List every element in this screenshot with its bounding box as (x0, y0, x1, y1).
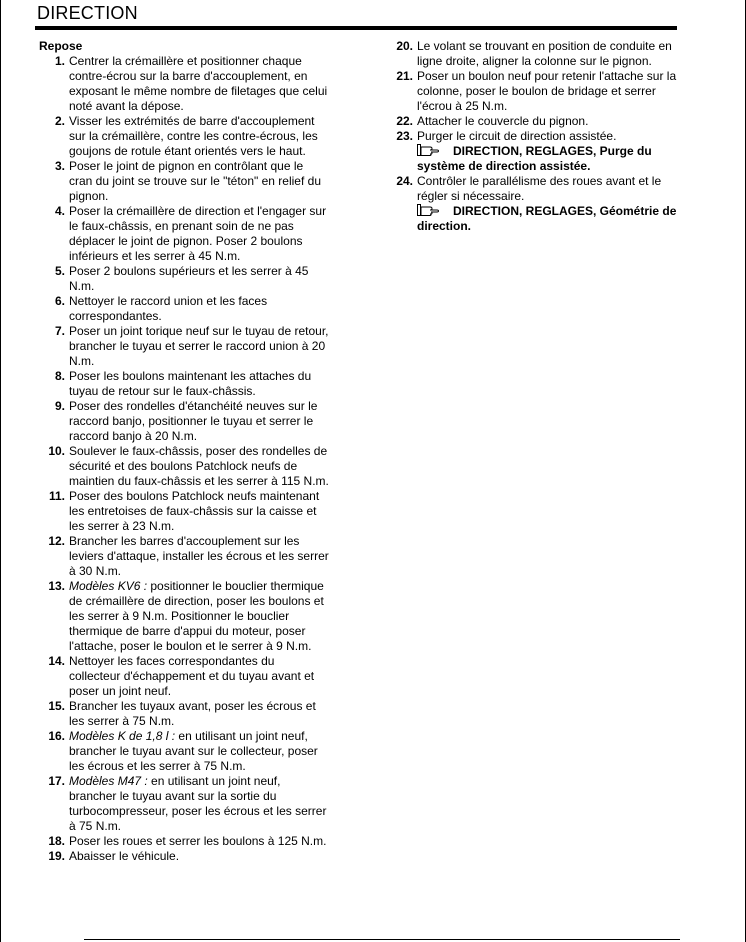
step-body: en utilisant un joint neuf, brancher le tuyau avant sur la sortie du turbocompresseur, poser les écrous et les serrer à 75 N.m. (69, 774, 327, 833)
step-text: Abaisser le véhicule. (69, 849, 180, 863)
section-title: Repose (39, 39, 83, 53)
step-text: Nettoyer le raccord union et les faces correspondantes. (69, 294, 268, 323)
step-number: 19. (48, 849, 65, 863)
step-number: 14. (48, 654, 65, 668)
step-text (65, 729, 329, 774)
step-text: Le volant se trouvant en position de conduite en ligne droite, aligner la colonne sur le pignon. (417, 39, 672, 68)
step-20 (387, 39, 679, 69)
step-text (413, 129, 679, 174)
step-12 (39, 534, 329, 579)
header-rule (35, 26, 677, 30)
step-number: 24. (396, 174, 413, 188)
step-number: 12. (48, 534, 65, 548)
step-number: 8. (54, 369, 65, 383)
step-text (65, 579, 329, 654)
step-text: Brancher les tuyaux avant, poser les écrous et les serrer à 75 N.m. (69, 699, 316, 728)
cross-reference-link[interactable] (417, 204, 679, 234)
step-24 (387, 174, 679, 234)
step-number: 21. (396, 69, 413, 83)
step-number: 13. (48, 579, 65, 593)
step-text: Poser les roues et serrer les boulons à 125 N.m. (69, 834, 327, 848)
step-number: 1. (54, 54, 65, 68)
step-text: Visser les extrémités de barre d'accouplement sur la crémaillère, contre les contre-écrous, les goujons de rotule étant orientés vers le haut. (69, 114, 318, 158)
page-title: DIRECTION (37, 3, 138, 23)
step-text: Brancher les barres d'accouplement sur les leviers d'attaque, installer les écrous et les serrer à 30 N.m. (69, 534, 329, 578)
step-number: 16. (48, 729, 65, 743)
step-14 (39, 654, 329, 699)
steps-list-right (387, 39, 679, 234)
cross-reference-text: DIRECTION, REGLAGES, Géométrie de direction. (417, 204, 677, 233)
step-16 (39, 729, 329, 774)
step-number: 23. (396, 129, 413, 143)
step-1 (39, 54, 329, 114)
cross-reference-text: DIRECTION, REGLAGES, Purge du système de direction assistée. (417, 144, 652, 173)
step-6 (39, 294, 329, 324)
step-8 (39, 369, 329, 399)
step-body: en utilisant un joint neuf, brancher le tuyau avant sur le collecteur, poser les écrous et les serrer à 75 N.m. (69, 729, 318, 773)
step-number: 11. (48, 489, 65, 503)
step-18 (39, 834, 329, 849)
footer-rule (84, 939, 680, 940)
steps-list-left (39, 54, 329, 864)
step-5 (39, 264, 329, 294)
step-number: 10. (48, 444, 65, 458)
step-text: Attacher le couvercle du pignon. (417, 114, 589, 128)
step-11 (39, 489, 329, 534)
step-number: 5. (54, 264, 65, 278)
pointing-hand-icon (417, 204, 439, 216)
step-text (65, 774, 329, 834)
step-number: 18. (48, 834, 65, 848)
step-text (413, 174, 679, 234)
step-7 (39, 324, 329, 369)
pointing-hand-icon (417, 144, 439, 156)
model-label: Modèles KV6 : (69, 579, 148, 593)
step-17 (39, 774, 329, 834)
step-3 (39, 159, 329, 204)
step-number: 9. (54, 399, 65, 413)
step-number: 15. (48, 699, 65, 713)
step-23 (387, 129, 679, 174)
model-label: Modèles K de 1,8 l : (69, 729, 176, 743)
step-4 (39, 204, 329, 264)
step-text: Poser un boulon neuf pour retenir l'attache sur la colonne, poser le boulon de bridage et serrer l'écrou à 25 N.m. (417, 69, 677, 113)
step-number: 7. (54, 324, 65, 338)
step-10 (39, 444, 329, 489)
step-text: Poser un joint torique neuf sur le tuyau de retour, brancher le tuyau et serrer le raccord union à 20 N.m. (69, 324, 329, 368)
step-body: Contrôler le parallélisme des roues avant et le régler si nécessaire. (417, 174, 662, 203)
step-number: 4. (54, 204, 65, 218)
step-number: 6. (54, 294, 65, 308)
step-19 (39, 849, 329, 864)
step-number: 22. (396, 114, 413, 128)
step-number: 3. (54, 159, 65, 173)
step-text: Soulever le faux-châssis, poser des rondelles de sécurité et des boulons Patchlock neufs de maintien du faux-châssis et les serrer à 115 N.m. (69, 444, 329, 488)
step-text: Poser 2 boulons supérieurs et les serrer à 45 N.m. (69, 264, 309, 293)
step-9 (39, 399, 329, 444)
step-body: Purger le circuit de direction assistée. (417, 129, 617, 143)
step-text: Poser des boulons Patchlock neufs maintenant les entretoises de faux-châssis sur la caisse et les serrer à 23 N.m. (69, 489, 320, 533)
step-number: 20. (396, 39, 413, 53)
cross-reference-link[interactable] (417, 144, 679, 174)
step-text: Poser des rondelles d'étanchéité neuves sur le raccord banjo, positionner le tuyau et serrer le raccord banjo à 20 N.m. (69, 399, 318, 443)
step-body: positionner le bouclier thermique de crémaillère de direction, poser les boulons et les serrer à 9 N.m. Positionner le bouclier thermique de barre d'appui du moteur, poser l'attache, poser le boulon et le serrer à 9 N.m. (69, 579, 324, 653)
right-column (387, 39, 679, 234)
left-column (39, 39, 329, 864)
step-number: 17. (48, 774, 65, 788)
step-text: Nettoyer les faces correspondantes du collecteur d'échappement et du tuyau avant et poser un joint neuf. (69, 654, 315, 698)
step-21 (387, 69, 679, 114)
step-13 (39, 579, 329, 654)
page-border-left (0, 0, 1, 942)
step-number: 2. (54, 114, 65, 128)
step-22 (387, 114, 679, 129)
model-label: Modèles M47 : (69, 774, 148, 788)
step-15 (39, 699, 329, 729)
step-text: Poser la crémaillère de direction et l'engager sur le faux-châssis, en prenant soin de ne pas déplacer le joint de pignon. Poser 2 boulons inférieurs et les serrer à 45 N.m. (69, 204, 327, 263)
step-2 (39, 114, 329, 159)
step-text: Poser les boulons maintenant les attaches du tuyau de retour sur le faux-châssis. (69, 369, 312, 398)
step-text: Centrer la crémaillère et positionner chaque contre-écrou sur la barre d'accouplement, en exposant le même nombre de filetages que celui noté avant la dépose. (69, 54, 328, 113)
step-text: Poser le joint de pignon en contrôlant que le cran du joint se trouve sur le "téton" en relief du pignon. (69, 159, 321, 203)
